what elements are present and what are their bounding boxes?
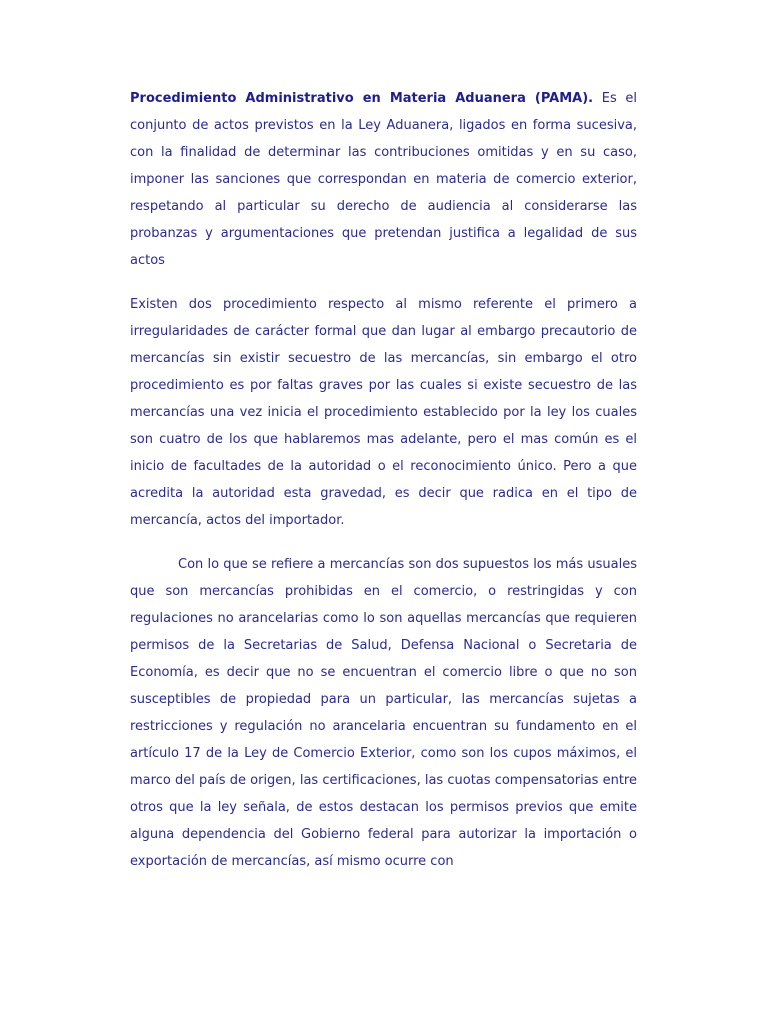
paragraph-pama-definition [130, 85, 637, 274]
document-page [130, 85, 637, 875]
pama-definition-text: Es el conjunto de actos previstos en la Ley Aduanera, ligados en forma sucesiva, con la finalidad de determinar las contribuciones omitidas y en su caso, imponer las sanciones que correspondan en materia de comercio exterior, respetando al particular su derecho de audiencia al considerarse las probanzas y argumentaciones que pretendan justifica a legalidad de sus actos [130, 91, 637, 268]
paragraph-procedures: Existen dos procedimiento respecto al mismo referente el primero a irregularidades de carácter formal que dan lugar al embargo precautorio de mercancías sin existir secuestro de las mercancías, sin embargo el otro procedimiento es por faltas graves por las cuales si existe secuestro de las mercancías una vez inicia el procedimiento establecido por la ley los cuales son cuatro de los que hablaremos mas adelante, pero el mas común es el inicio de facultades de la autoridad o el reconocimiento único. Pero a que acredita la autoridad esta gravedad, es decir que radica en el tipo de mercancía, actos del importador. [130, 297, 637, 528]
pama-heading: Procedimiento Administrativo en Materia Aduanera (PAMA). [130, 91, 594, 106]
paragraph-merchandise: Con lo que se refiere a mercancías son dos supuestos los más usuales que son mercancías prohibidas en el comercio, o restringidas y con regulaciones no arancelarias como lo son aquellas mercancías que requieren permisos de la Secretarias de Salud, Defensa Nacional o Secretaria de Economía, es decir que no se encuentran el comercio libre o que no son susceptibles de propiedad para un particular, las mercancías sujetas a restricciones y regulación no arancelaria encuentran su fundamento en el artículo 17 de la Ley de Comercio Exterior, como son los cupos máximos, el marco del país de origen, las certificaciones, las cuotas compensatorias entre otros que la ley señala, de estos destacan los permisos previos que emite alguna dependencia del Gobierno federal para autorizar la importación o exportación de mercancías, así mismo ocurre con [130, 557, 637, 869]
